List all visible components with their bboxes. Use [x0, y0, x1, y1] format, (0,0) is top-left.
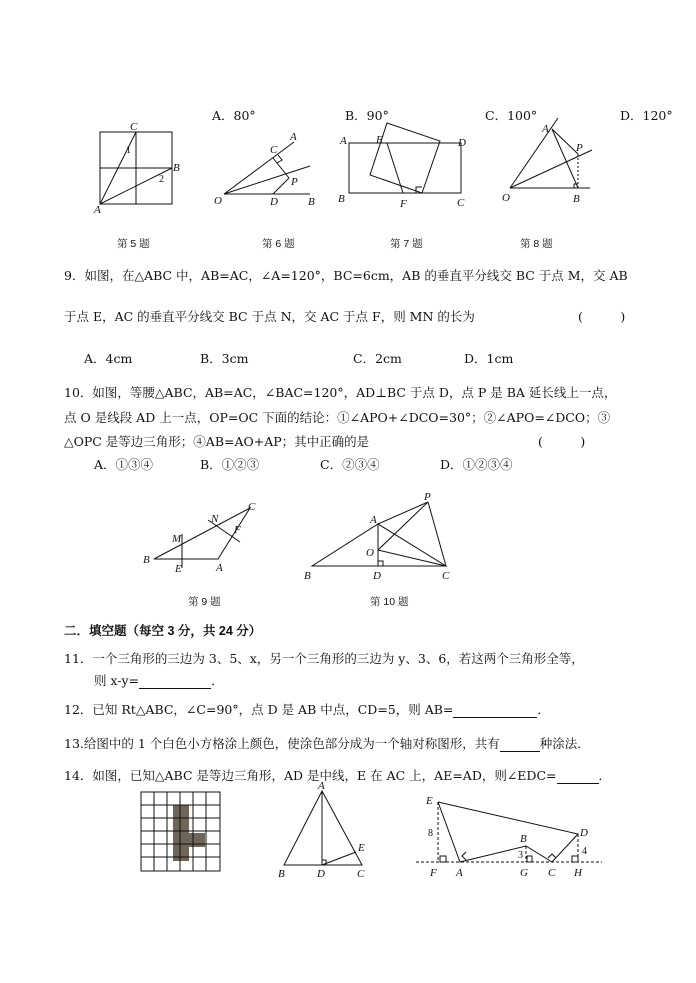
fig6-label-o: O	[214, 195, 222, 207]
caption-q7: 第 7 题	[390, 238, 423, 250]
figure-9	[140, 498, 262, 580]
q9-option-a: A．4cm	[84, 351, 133, 366]
fig6-label-a: A	[290, 131, 297, 143]
fig5-label-c: C	[130, 122, 138, 133]
fig7-label-e: E	[376, 134, 383, 146]
fig10-label-a: A	[370, 514, 377, 526]
fig15-label-h: H	[574, 867, 582, 879]
figure-6	[210, 128, 322, 210]
q11-line2	[94, 671, 224, 689]
fig14-label-b: B	[278, 868, 285, 880]
figure-8	[498, 114, 598, 210]
q10-option-d: D．①②③④	[440, 457, 513, 472]
q12-line	[64, 700, 550, 718]
fig5-label-a: A	[94, 204, 101, 216]
caption-q6: 第 6 题	[262, 238, 295, 250]
fig5-label-b: B	[173, 162, 180, 174]
fig8-label-a: A	[542, 123, 549, 135]
fig15-label-a: A	[456, 867, 463, 879]
q9-option-b: B．3cm	[200, 351, 249, 366]
fig5-label-1: 1	[126, 145, 131, 156]
fig6-label-d: D	[270, 196, 278, 208]
q12-prefix: 12．已知 Rt△ABC，∠C=90°，点 D 是 AB 中点，CD=5，则 AB=	[64, 702, 454, 717]
fig6-label-b: B	[308, 196, 315, 208]
fig9-label-c: C	[248, 501, 256, 513]
fig15-label-c: C	[548, 867, 556, 879]
fig15-label-e: E	[426, 795, 433, 807]
q10-option-b: B．①②③	[200, 457, 260, 472]
figure-7	[336, 118, 476, 214]
fig7-label-f: F	[400, 198, 407, 210]
fig14-label-a: A	[318, 781, 325, 792]
caption-q8: 第 8 题	[520, 238, 553, 250]
q10-line1: 10．如图，等腰△ABC，AB=AC，∠BAC=120°，AD⊥BC 于点 D，点 P 是 BA 延长线上一点，	[64, 385, 617, 400]
fig14-label-d: D	[317, 868, 325, 880]
section2-title: 二．填空题（每空 3 分，共 24 分）	[64, 624, 262, 638]
figure-14	[272, 781, 374, 881]
q10-option-a: A．①③④	[94, 457, 154, 472]
fig9-label-e: E	[175, 563, 182, 575]
fig8-label-b: B	[573, 193, 580, 205]
figure-15	[414, 790, 606, 882]
q8-option-d: D．120°	[620, 108, 673, 123]
fig10-label-c: C	[442, 570, 450, 582]
q12-answer-blank[interactable]	[453, 705, 537, 718]
fig9-label-n: N	[211, 513, 219, 525]
q8-option-b: B．90°	[345, 108, 389, 123]
fig8-label-p: P	[576, 142, 583, 154]
fig14-label-e: E	[358, 842, 365, 854]
q11-prefix: 则 x-y=	[94, 673, 140, 688]
fig7-label-a: A	[340, 135, 347, 147]
fig7-label-c: C	[457, 197, 465, 209]
fig6-label-p: P	[291, 176, 298, 188]
caption-q9: 第 9 题	[188, 596, 221, 608]
figure-5-grid	[92, 122, 184, 217]
q10-line3: △OPC 是等边三角形；④AB=AO+AP；其中正确的是	[64, 434, 370, 449]
q14-answer-blank[interactable]	[557, 771, 599, 784]
figure-13-grid	[140, 791, 222, 873]
q11-suffix: ．	[211, 673, 224, 688]
fig10-label-o: O	[366, 547, 374, 559]
caption-q10: 第 10 题	[370, 596, 409, 608]
q14-prefix: 14．如图，已知△ABC 是等边三角形，AD 是中线，E 在 AC 上，AE=AD，则∠EDC=	[64, 768, 557, 783]
q13-line	[64, 734, 590, 752]
fig10-label-d: D	[373, 570, 381, 582]
fig15-label-3: 3	[518, 850, 523, 861]
fig7-label-d: D	[458, 137, 466, 149]
q9-line2: 于点 E，AC 的垂直平分线交 BC 于点 N，交 AC 于点 F，则 MN 的长为	[64, 309, 475, 324]
fig8-label-o: O	[502, 192, 510, 204]
q9-option-d: D．1cm	[464, 351, 514, 366]
q8-option-c: C．100°	[485, 108, 538, 123]
fig15-label-8: 8	[428, 828, 433, 839]
q9-option-c: C．2cm	[353, 351, 402, 366]
q13-answer-blank[interactable]	[500, 739, 540, 752]
q10-line2: 点 O 是线段 AD 上一点，OP=OC 下面的结论：①∠APO+∠DCO=30°；②∠APO=∠DCO；③	[64, 410, 611, 425]
fig7-label-b: B	[338, 193, 345, 205]
q11-line1: 11．一个三角形的三边为 3、5、x，另一个三角形的三边为 y、3、6，若这两个三角形全等，	[64, 651, 584, 666]
q9-answer-paren: ( )	[578, 309, 626, 324]
q10-option-c: C．②③④	[320, 457, 380, 472]
q12-suffix: ．	[537, 702, 550, 717]
fig9-label-b: B	[143, 554, 150, 566]
fig9-label-a: A	[216, 562, 223, 574]
q13-prefix: 13.给图中的 1 个白色小方格涂上颜色，使涂色部分成为一个轴对称图形，共有	[64, 736, 500, 751]
q10-answer-paren: ( )	[538, 434, 586, 449]
fig9-label-f: F	[234, 524, 241, 536]
q11-answer-blank[interactable]	[139, 676, 211, 689]
fig15-label-d: D	[580, 827, 588, 839]
fig15-label-4: 4	[582, 846, 587, 857]
fig5-label-2: 2	[159, 174, 164, 185]
q8-option-a: A．80°	[212, 108, 256, 123]
fig15-label-g: G	[520, 867, 528, 879]
fig9-label-m: M	[172, 533, 182, 545]
q9-line1: 9．如图，在△ABC 中，AB=AC，∠A=120°，BC=6cm，AB 的垂直平分线交 BC 于点 M，交 AB	[64, 268, 628, 283]
fig15-label-b: B	[520, 833, 527, 845]
fig10-label-b: B	[304, 570, 311, 582]
fig14-label-c: C	[357, 868, 365, 880]
fig15-label-f: F	[430, 867, 437, 879]
fig6-label-c: C	[270, 144, 278, 156]
fig10-label-p: P	[424, 491, 431, 503]
figure-10	[300, 490, 460, 586]
caption-q5: 第 5 题	[117, 238, 150, 250]
q14-suffix: ．	[598, 768, 612, 783]
q13-suffix: 种涂法．	[539, 736, 590, 751]
